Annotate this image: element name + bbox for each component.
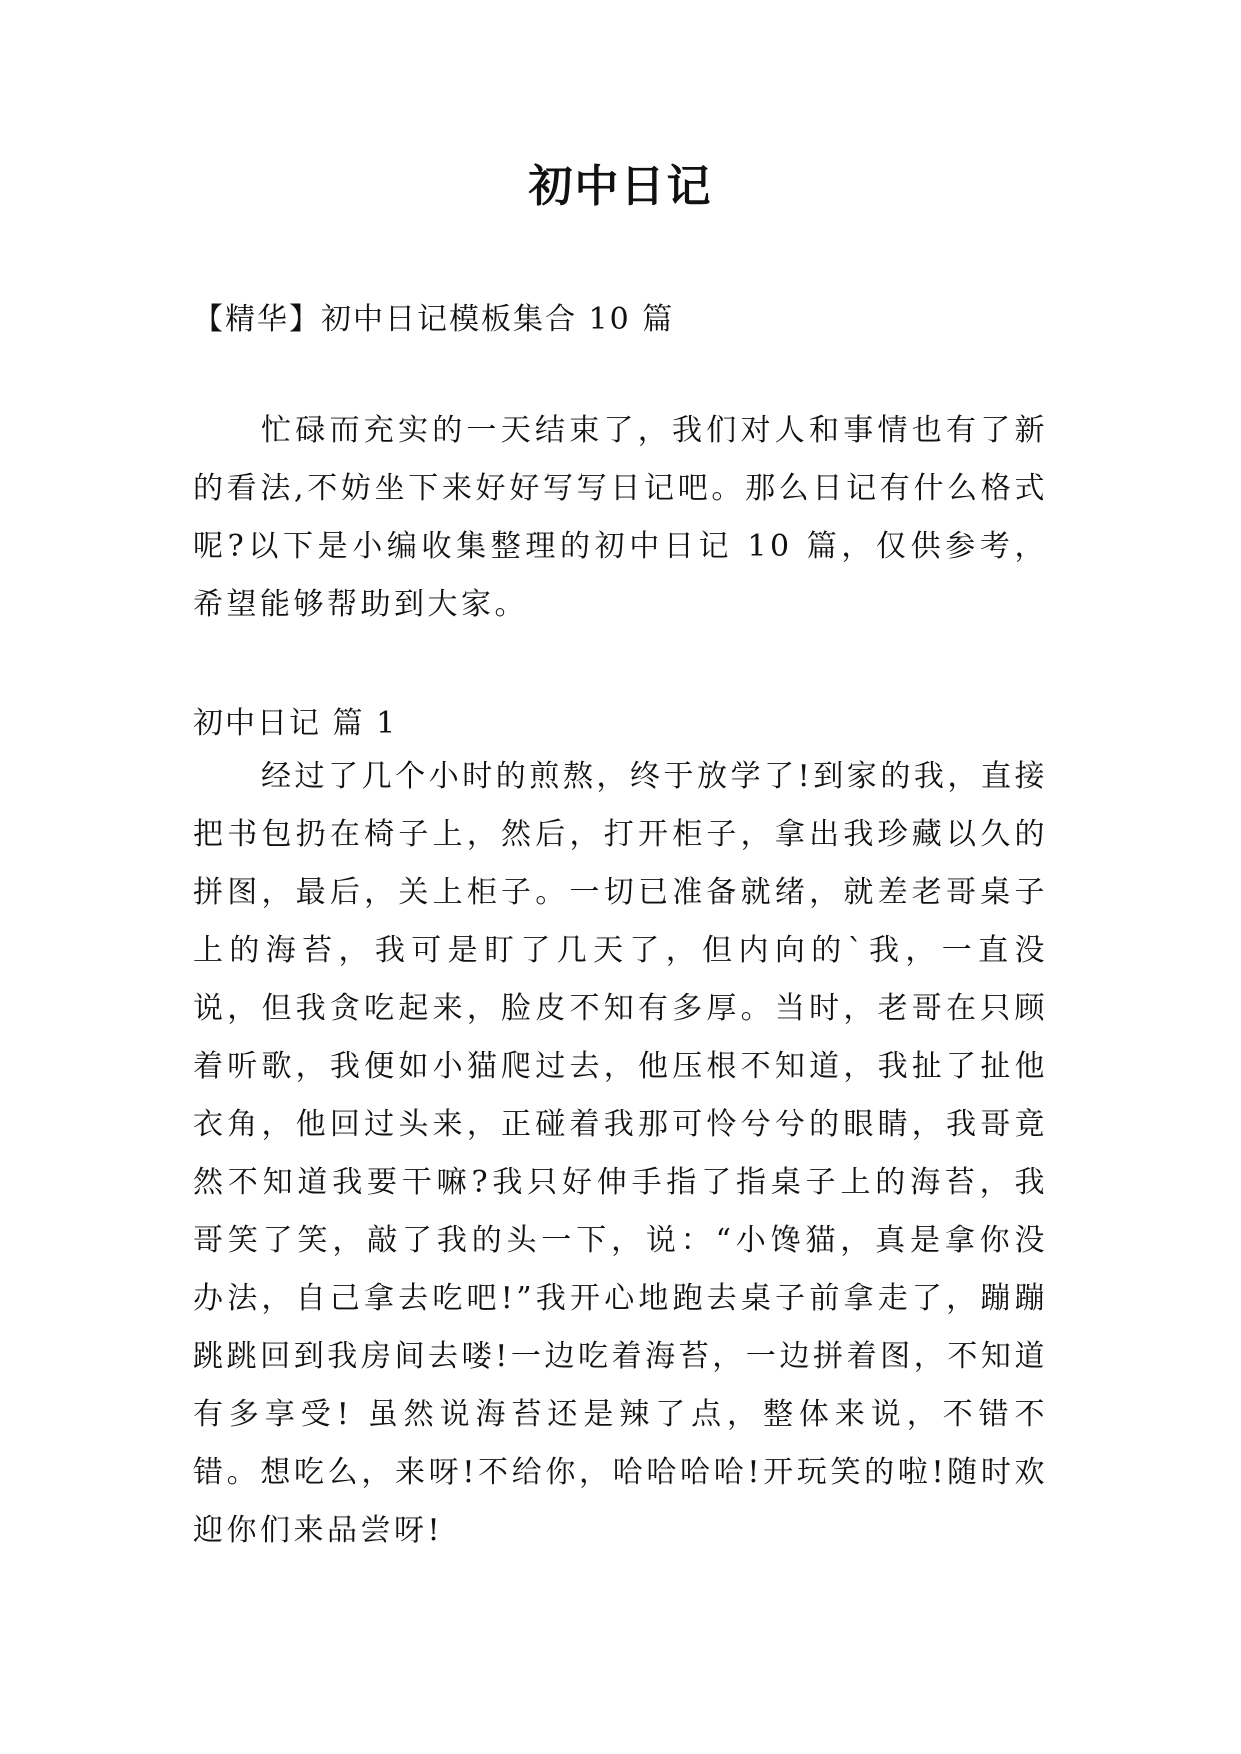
intro-paragraph: 忙碌而充实的一天结束了，我们对人和事情也有了新的看法,不妨坐下来好好写写日记吧。那么日记有什么格式呢?以下是小编收集整理的初中日记 10 篇，仅供参考，希望能够帮助到大家。 [193,413,1048,622]
document-title: 初中日记 [528,161,713,212]
section-heading-1: 初中日记 篇 1 [193,706,398,741]
section-body-1: 经过了几个小时的煎熬，终于放学了!到家的我，直接把书包扔在椅子上，然后，打开柜子，拿出我珍藏以久的拼图，最后，关上柜子。一切已准备就绪，就差老哥桌子上的海苔，我可是盯了几天了，但内向的`我，一直没说，但我贪吃起来，脸皮不知有多厚。当时，老哥在只顾着听歌，我便如小猫爬过去，他压根不知道，我扯了扯他衣角，他回过头来，正碰着我那可怜兮兮的眼睛，我哥竟然不知道我要干嘛?我只好伸手指了指桌子上的海苔，我哥笑了笑，敲了我的头一下，说：“小馋猫，真是拿你没办法，自己拿去吃吧!”我开心地跑去桌子前拿走了，蹦蹦跳跳回到我房间去喽!一边吃着海苔，一边拼着图，不知道有多享受! 虽然说海苔还是辣了点，整体来说，不错不错。想吃么，来呀!不给你，哈哈哈哈!开玩笑的啦!随时欢迎你们来品尝呀! [193,759,1048,1548]
document-subtitle: 【精华】初中日记模板集合 10 篇 [193,302,675,337]
